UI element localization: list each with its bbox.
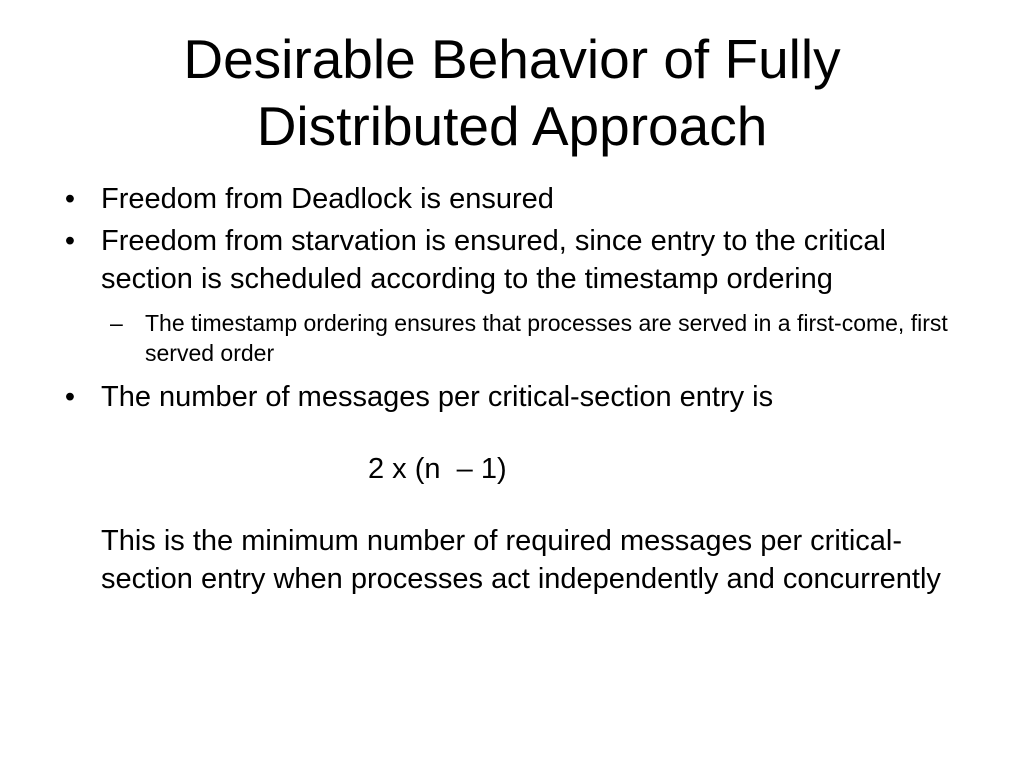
slide-body bbox=[60, 180, 960, 598]
bullet-item bbox=[60, 180, 960, 218]
sub-bullet-item bbox=[60, 308, 960, 368]
bullet-item bbox=[60, 222, 960, 298]
slide-title-line-1: Desirable Behavior of Fully bbox=[183, 28, 841, 90]
bullet-text: Freedom from Deadlock is ensured bbox=[101, 183, 554, 215]
bullet-marker: • bbox=[64, 183, 76, 215]
sub-bullet-marker: – bbox=[110, 310, 123, 336]
message-count-formula: 2 x (n – 1) bbox=[368, 453, 507, 485]
slide-title-line-2: Distributed Approach bbox=[256, 95, 768, 157]
bullet-item bbox=[60, 378, 960, 416]
bullet-marker: • bbox=[64, 225, 76, 257]
slide-title bbox=[60, 26, 964, 160]
bullet-marker: • bbox=[64, 381, 76, 413]
explanation-paragraph: This is the minimum number of required messages per critical-section entry when processes act independently and concurrently bbox=[101, 525, 941, 595]
sub-bullet-text: The timestamp ordering ensures that processes are served in a first-come, first served order bbox=[145, 310, 948, 366]
bullet-text: The number of messages per critical-section entry is bbox=[101, 381, 774, 413]
bullet-text: Freedom from starvation is ensured, since entry to the critical section is scheduled according to the timestamp ordering bbox=[101, 225, 886, 295]
